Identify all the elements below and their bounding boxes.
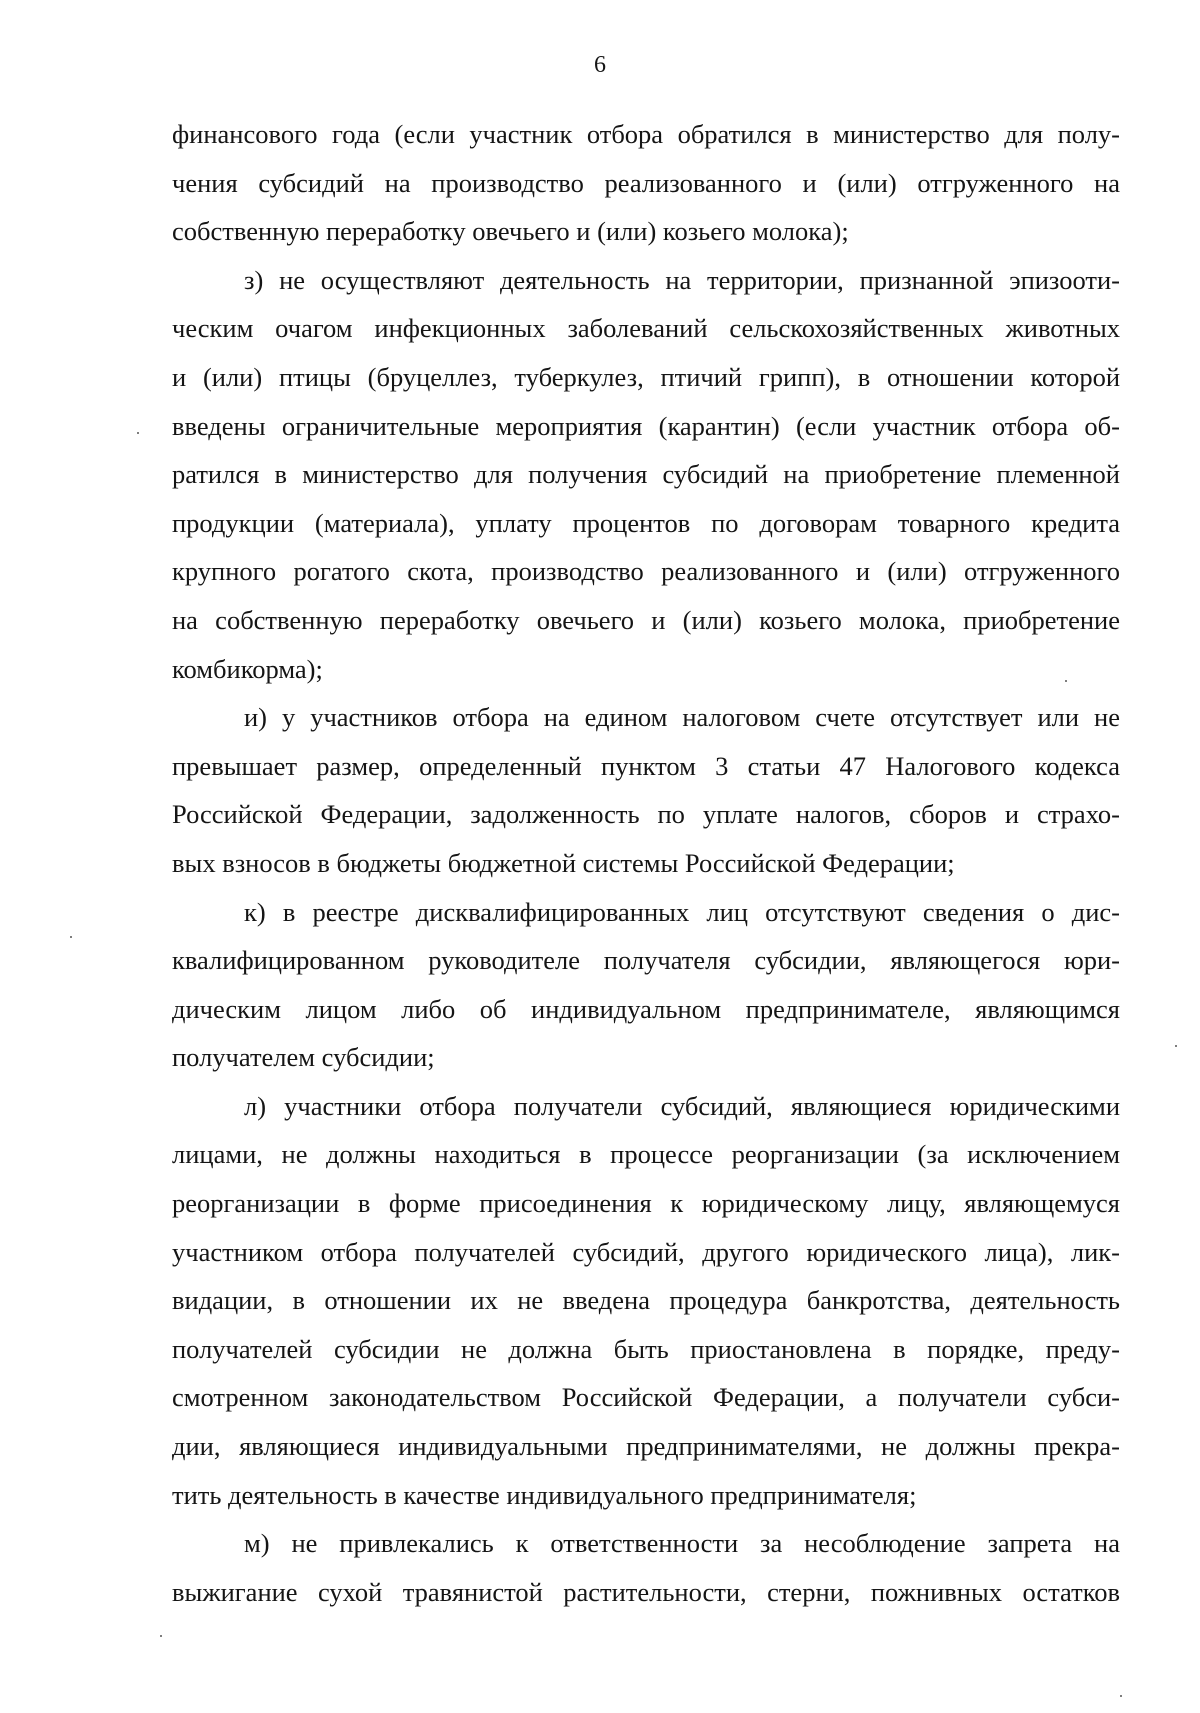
paragraph-k-first-line: к) в реестре дисквалифицированных лиц отсутствуют сведения о дис- <box>244 896 1120 927</box>
text-line: тить деятельность в качестве индивидуального предпринимателя; <box>172 1479 917 1510</box>
scan-speck <box>1120 1695 1122 1697</box>
scan-speck <box>160 1635 162 1637</box>
scan-speck <box>70 936 72 938</box>
text-line: квалифицированном руководителе получателя субсидии, являющегося юри- <box>172 945 1120 976</box>
text-line: реорганизации в форме присоединения к юридическому лицу, являющемуся <box>172 1188 1120 1219</box>
text-line: вых взносов в бюджеты бюджетной системы Российской Федерации; <box>172 847 955 878</box>
text-line: получателей субсидии не должна быть приостановлена в порядке, преду- <box>172 1333 1120 1364</box>
paragraph-i-first-line: и) у участников отбора на едином налоговом счете отсутствует или не <box>244 702 1120 733</box>
paragraph-l-first-line: л) участники отбора получатели субсидий, являющиеся юридическими <box>244 1090 1120 1121</box>
text-line: комбикорма); <box>172 653 323 684</box>
paragraph-m-first-line: м) не привлекались к ответственности за несоблюдение запрета на <box>244 1528 1120 1559</box>
text-line: введены ограничительные мероприятия (карантин) (если участник отбора об- <box>172 410 1120 441</box>
text-line: смотренном законодательством Российской Федерации, а получатели субси- <box>172 1382 1120 1413</box>
text-line: продукции (материала), уплату процентов по договорам товарного кредита <box>172 507 1120 538</box>
text-line: ратился в министерство для получения субсидий на приобретение племенной <box>172 459 1120 490</box>
text-line: выжигание сухой травянистой растительности, стерни, пожнивных остатков <box>172 1576 1120 1607</box>
text-line: участником отбора получателей субсидий, другого юридического лица), лик- <box>172 1236 1120 1267</box>
text-line: дическим лицом либо об индивидуальном предпринимателе, являющимся <box>172 993 1120 1024</box>
text-line: получателем субсидии; <box>172 1042 435 1073</box>
text-line: видации, в отношении их не введена процедура банкротства, деятельность <box>172 1285 1120 1316</box>
text-line: дии, являющиеся индивидуальными предпринимателями, не должны прекра- <box>172 1431 1120 1462</box>
scan-speck <box>1175 1045 1177 1047</box>
document-body <box>172 110 1120 1616</box>
text-line: на собственную переработку овечьего и (или) козьего молока, приобретение <box>172 604 1120 635</box>
text-line: лицами, не должны находиться в процессе реорганизации (за исключением <box>172 1139 1120 1170</box>
paragraph-z-first-line: з) не осуществляют деятельность на территории, признанной эпизооти- <box>244 264 1120 295</box>
page-number: 6 <box>594 52 606 78</box>
text-line: финансового года (если участник отбора обратился в министерство для полу- <box>172 119 1120 149</box>
text-line: собственную переработку овечьего и (или) козьего молока); <box>172 216 849 247</box>
text-line: Российской Федерации, задолженность по уплате налогов, сборов и страхо- <box>172 799 1120 830</box>
text-line: превышает размер, определенный пунктом 3 статьи 47 Налогового кодекса <box>172 750 1120 781</box>
text-line: чения субсидий на производство реализованного и (или) отгруженного на <box>172 167 1120 198</box>
text-line: ческим очагом инфекционных заболеваний сельскохозяйственных животных <box>172 313 1120 344</box>
text-line: крупного рогатого скота, производство реализованного и (или) отгруженного <box>172 556 1120 587</box>
text-line: и (или) птицы (бруцеллез, туберкулез, птичий грипп), в отношении которой <box>172 361 1120 392</box>
scan-speck <box>137 432 139 434</box>
scan-speck <box>1065 680 1067 682</box>
